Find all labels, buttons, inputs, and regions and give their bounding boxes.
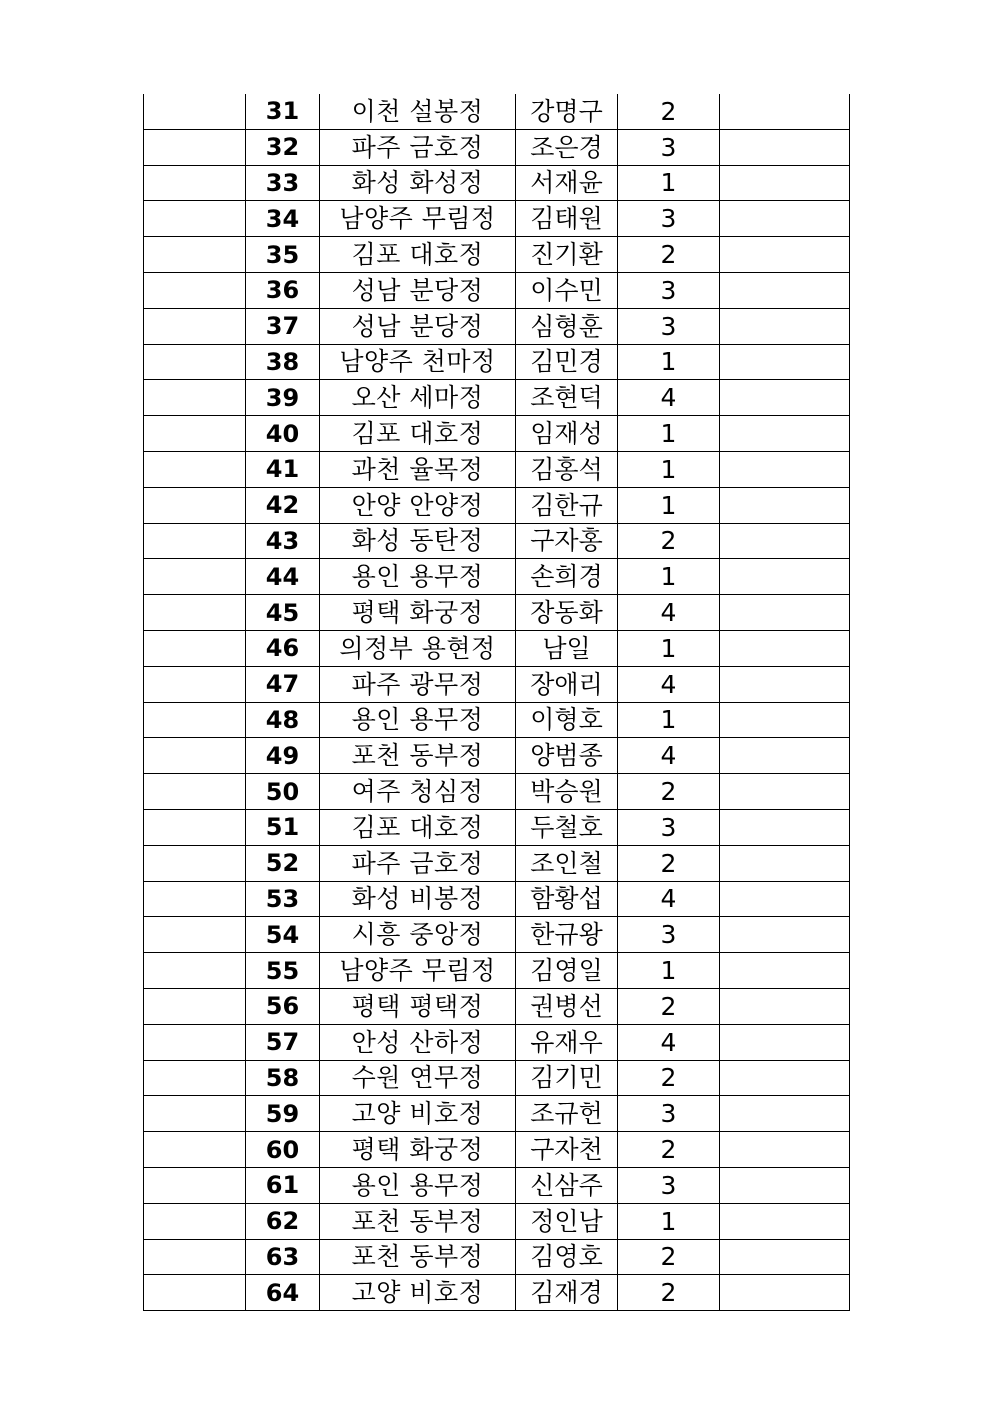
table-row xyxy=(144,738,850,774)
value-cell: 2 xyxy=(618,774,720,810)
person-name: 양범종 xyxy=(516,738,618,774)
empty-cell xyxy=(144,1060,246,1096)
table-row xyxy=(144,1239,850,1275)
empty-cell xyxy=(144,1203,246,1239)
empty-cell xyxy=(144,809,246,845)
club-name: 김포 대호정 xyxy=(320,809,516,845)
row-number: 56 xyxy=(246,988,320,1024)
roster-table-body xyxy=(144,94,850,1311)
row-number: 60 xyxy=(246,1132,320,1168)
club-name: 남양주 무림정 xyxy=(320,953,516,989)
empty-cell xyxy=(144,201,246,237)
table-row xyxy=(144,308,850,344)
club-name: 용인 용무정 xyxy=(320,559,516,595)
value-cell: 2 xyxy=(618,1060,720,1096)
table-row xyxy=(144,630,850,666)
row-number: 52 xyxy=(246,845,320,881)
empty-cell xyxy=(720,738,850,774)
person-name: 장애리 xyxy=(516,666,618,702)
club-name: 수원 연무정 xyxy=(320,1060,516,1096)
table-row xyxy=(144,1060,850,1096)
person-name: 김민경 xyxy=(516,344,618,380)
empty-cell xyxy=(144,559,246,595)
value-cell: 3 xyxy=(618,809,720,845)
empty-cell xyxy=(720,272,850,308)
empty-cell xyxy=(144,774,246,810)
person-name: 김영일 xyxy=(516,953,618,989)
table-row xyxy=(144,416,850,452)
club-name: 의정부 용현정 xyxy=(320,630,516,666)
person-name: 조규헌 xyxy=(516,1096,618,1132)
person-name: 조인철 xyxy=(516,845,618,881)
table-row xyxy=(144,845,850,881)
person-name: 남일 xyxy=(516,630,618,666)
table-row xyxy=(144,1203,850,1239)
value-cell: 3 xyxy=(618,129,720,165)
club-name: 평택 화궁정 xyxy=(320,595,516,631)
empty-cell xyxy=(720,344,850,380)
person-name: 정인남 xyxy=(516,1203,618,1239)
row-number: 50 xyxy=(246,774,320,810)
table-row xyxy=(144,595,850,631)
row-number: 38 xyxy=(246,344,320,380)
empty-cell xyxy=(720,881,850,917)
club-name: 화성 동탄정 xyxy=(320,523,516,559)
person-name: 김홍석 xyxy=(516,451,618,487)
empty-cell xyxy=(144,702,246,738)
empty-cell xyxy=(720,308,850,344)
empty-cell xyxy=(144,1132,246,1168)
value-cell: 3 xyxy=(618,308,720,344)
table-row xyxy=(144,1024,850,1060)
empty-cell xyxy=(144,94,246,129)
row-number: 40 xyxy=(246,416,320,452)
value-cell: 1 xyxy=(618,487,720,523)
person-name: 이수민 xyxy=(516,272,618,308)
empty-cell xyxy=(144,129,246,165)
person-name: 서재윤 xyxy=(516,165,618,201)
value-cell: 4 xyxy=(618,1024,720,1060)
person-name: 김한규 xyxy=(516,487,618,523)
person-name: 구자천 xyxy=(516,1132,618,1168)
club-name: 파주 금호정 xyxy=(320,129,516,165)
empty-cell xyxy=(144,988,246,1024)
club-name: 고양 비호정 xyxy=(320,1096,516,1132)
club-name: 과천 율목정 xyxy=(320,451,516,487)
row-number: 32 xyxy=(246,129,320,165)
value-cell: 4 xyxy=(618,666,720,702)
empty-cell xyxy=(144,344,246,380)
club-name: 용인 용무정 xyxy=(320,1167,516,1203)
table-row xyxy=(144,129,850,165)
person-name: 유재우 xyxy=(516,1024,618,1060)
empty-cell xyxy=(144,917,246,953)
row-number: 33 xyxy=(246,165,320,201)
table-row xyxy=(144,344,850,380)
person-name: 권병선 xyxy=(516,988,618,1024)
empty-cell xyxy=(144,845,246,881)
person-name: 이형호 xyxy=(516,702,618,738)
club-name: 안양 안양정 xyxy=(320,487,516,523)
person-name: 두철호 xyxy=(516,809,618,845)
club-name: 성남 분당정 xyxy=(320,272,516,308)
club-name: 용인 용무정 xyxy=(320,702,516,738)
empty-cell xyxy=(720,416,850,452)
empty-cell xyxy=(144,416,246,452)
empty-cell xyxy=(144,1024,246,1060)
row-number: 44 xyxy=(246,559,320,595)
row-number: 62 xyxy=(246,1203,320,1239)
club-name: 파주 금호정 xyxy=(320,845,516,881)
club-name: 평택 평택정 xyxy=(320,988,516,1024)
row-number: 53 xyxy=(246,881,320,917)
value-cell: 1 xyxy=(618,559,720,595)
person-name: 조현덕 xyxy=(516,380,618,416)
empty-cell xyxy=(720,630,850,666)
empty-cell xyxy=(144,738,246,774)
club-name: 화성 화성정 xyxy=(320,165,516,201)
person-name: 임재성 xyxy=(516,416,618,452)
empty-cell xyxy=(720,666,850,702)
club-name: 고양 비호정 xyxy=(320,1275,516,1311)
row-number: 41 xyxy=(246,451,320,487)
empty-cell xyxy=(144,272,246,308)
row-number: 39 xyxy=(246,380,320,416)
table-row xyxy=(144,881,850,917)
empty-cell xyxy=(144,451,246,487)
value-cell: 4 xyxy=(618,881,720,917)
empty-cell xyxy=(144,308,246,344)
club-name: 평택 화궁정 xyxy=(320,1132,516,1168)
empty-cell xyxy=(720,1239,850,1275)
empty-cell xyxy=(720,1024,850,1060)
table-row xyxy=(144,809,850,845)
empty-cell xyxy=(144,630,246,666)
empty-cell xyxy=(720,809,850,845)
row-number: 43 xyxy=(246,523,320,559)
club-name: 화성 비봉정 xyxy=(320,881,516,917)
roster-table xyxy=(143,94,850,1311)
empty-cell xyxy=(720,559,850,595)
table-row xyxy=(144,380,850,416)
table-row xyxy=(144,1167,850,1203)
empty-cell xyxy=(144,595,246,631)
empty-cell xyxy=(720,845,850,881)
row-number: 34 xyxy=(246,201,320,237)
person-name: 심형훈 xyxy=(516,308,618,344)
club-name: 시흥 중앙정 xyxy=(320,917,516,953)
value-cell: 1 xyxy=(618,953,720,989)
row-number: 63 xyxy=(246,1239,320,1275)
club-name: 포천 동부정 xyxy=(320,1203,516,1239)
empty-cell xyxy=(144,487,246,523)
row-number: 54 xyxy=(246,917,320,953)
empty-cell xyxy=(144,953,246,989)
club-name: 김포 대호정 xyxy=(320,416,516,452)
value-cell: 2 xyxy=(618,1275,720,1311)
empty-cell xyxy=(720,129,850,165)
table-row xyxy=(144,666,850,702)
person-name: 김태원 xyxy=(516,201,618,237)
empty-cell xyxy=(144,380,246,416)
row-number: 57 xyxy=(246,1024,320,1060)
row-number: 42 xyxy=(246,487,320,523)
person-name: 김기민 xyxy=(516,1060,618,1096)
empty-cell xyxy=(144,523,246,559)
empty-cell xyxy=(720,1167,850,1203)
empty-cell xyxy=(144,165,246,201)
club-name: 포천 동부정 xyxy=(320,1239,516,1275)
empty-cell xyxy=(720,487,850,523)
row-number: 64 xyxy=(246,1275,320,1311)
empty-cell xyxy=(144,881,246,917)
row-number: 48 xyxy=(246,702,320,738)
row-number: 61 xyxy=(246,1167,320,1203)
empty-cell xyxy=(144,1167,246,1203)
value-cell: 1 xyxy=(618,416,720,452)
empty-cell xyxy=(720,1132,850,1168)
table-row xyxy=(144,953,850,989)
empty-cell xyxy=(720,595,850,631)
empty-cell xyxy=(144,1275,246,1311)
club-name: 김포 대호정 xyxy=(320,237,516,273)
empty-cell xyxy=(720,1060,850,1096)
table-row xyxy=(144,523,850,559)
row-number: 59 xyxy=(246,1096,320,1132)
value-cell: 4 xyxy=(618,738,720,774)
empty-cell xyxy=(720,774,850,810)
person-name: 박승원 xyxy=(516,774,618,810)
empty-cell xyxy=(720,237,850,273)
table-row xyxy=(144,1132,850,1168)
table-row xyxy=(144,201,850,237)
table-row xyxy=(144,487,850,523)
value-cell: 2 xyxy=(618,94,720,129)
person-name: 김재경 xyxy=(516,1275,618,1311)
club-name: 성남 분당정 xyxy=(320,308,516,344)
table-row xyxy=(144,272,850,308)
empty-cell xyxy=(720,1203,850,1239)
empty-cell xyxy=(144,666,246,702)
person-name: 함황섭 xyxy=(516,881,618,917)
person-name: 손희경 xyxy=(516,559,618,595)
value-cell: 2 xyxy=(618,1239,720,1275)
person-name: 강명구 xyxy=(516,94,618,129)
club-name: 남양주 천마정 xyxy=(320,344,516,380)
empty-cell xyxy=(720,523,850,559)
value-cell: 2 xyxy=(618,237,720,273)
value-cell: 3 xyxy=(618,272,720,308)
table-row xyxy=(144,451,850,487)
table-row xyxy=(144,917,850,953)
empty-cell xyxy=(720,451,850,487)
person-name: 조은경 xyxy=(516,129,618,165)
row-number: 55 xyxy=(246,953,320,989)
table-row xyxy=(144,237,850,273)
table-row xyxy=(144,165,850,201)
table-row xyxy=(144,702,850,738)
value-cell: 3 xyxy=(618,1167,720,1203)
value-cell: 4 xyxy=(618,595,720,631)
value-cell: 2 xyxy=(618,1132,720,1168)
value-cell: 3 xyxy=(618,1096,720,1132)
value-cell: 2 xyxy=(618,845,720,881)
empty-cell xyxy=(720,953,850,989)
value-cell: 1 xyxy=(618,451,720,487)
empty-cell xyxy=(720,702,850,738)
row-number: 58 xyxy=(246,1060,320,1096)
value-cell: 3 xyxy=(618,201,720,237)
value-cell: 1 xyxy=(618,344,720,380)
row-number: 36 xyxy=(246,272,320,308)
empty-cell xyxy=(720,1096,850,1132)
club-name: 여주 청심정 xyxy=(320,774,516,810)
empty-cell xyxy=(144,1239,246,1275)
table-row xyxy=(144,559,850,595)
table-row xyxy=(144,774,850,810)
row-number: 49 xyxy=(246,738,320,774)
club-name: 안성 산하정 xyxy=(320,1024,516,1060)
empty-cell xyxy=(720,1275,850,1311)
empty-cell xyxy=(144,237,246,273)
club-name: 포천 동부정 xyxy=(320,738,516,774)
value-cell: 1 xyxy=(618,702,720,738)
empty-cell xyxy=(144,1096,246,1132)
empty-cell xyxy=(720,165,850,201)
club-name: 오산 세마정 xyxy=(320,380,516,416)
person-name: 장동화 xyxy=(516,595,618,631)
value-cell: 3 xyxy=(618,917,720,953)
person-name: 한규왕 xyxy=(516,917,618,953)
row-number: 45 xyxy=(246,595,320,631)
value-cell: 1 xyxy=(618,1203,720,1239)
row-number: 51 xyxy=(246,809,320,845)
person-name: 구자홍 xyxy=(516,523,618,559)
value-cell: 1 xyxy=(618,630,720,666)
table-row xyxy=(144,94,850,129)
empty-cell xyxy=(720,917,850,953)
empty-cell xyxy=(720,201,850,237)
person-name: 김영호 xyxy=(516,1239,618,1275)
person-name: 신삼주 xyxy=(516,1167,618,1203)
row-number: 31 xyxy=(246,94,320,129)
table-row xyxy=(144,988,850,1024)
table-row xyxy=(144,1096,850,1132)
club-name: 파주 광무정 xyxy=(320,666,516,702)
club-name: 남양주 무림정 xyxy=(320,201,516,237)
row-number: 35 xyxy=(246,237,320,273)
table-row xyxy=(144,1275,850,1311)
empty-cell xyxy=(720,988,850,1024)
empty-cell xyxy=(720,380,850,416)
value-cell: 2 xyxy=(618,523,720,559)
person-name: 진기환 xyxy=(516,237,618,273)
value-cell: 1 xyxy=(618,165,720,201)
empty-cell xyxy=(720,94,850,129)
row-number: 46 xyxy=(246,630,320,666)
row-number: 37 xyxy=(246,308,320,344)
row-number: 47 xyxy=(246,666,320,702)
club-name: 이천 설봉정 xyxy=(320,94,516,129)
value-cell: 2 xyxy=(618,988,720,1024)
value-cell: 4 xyxy=(618,380,720,416)
